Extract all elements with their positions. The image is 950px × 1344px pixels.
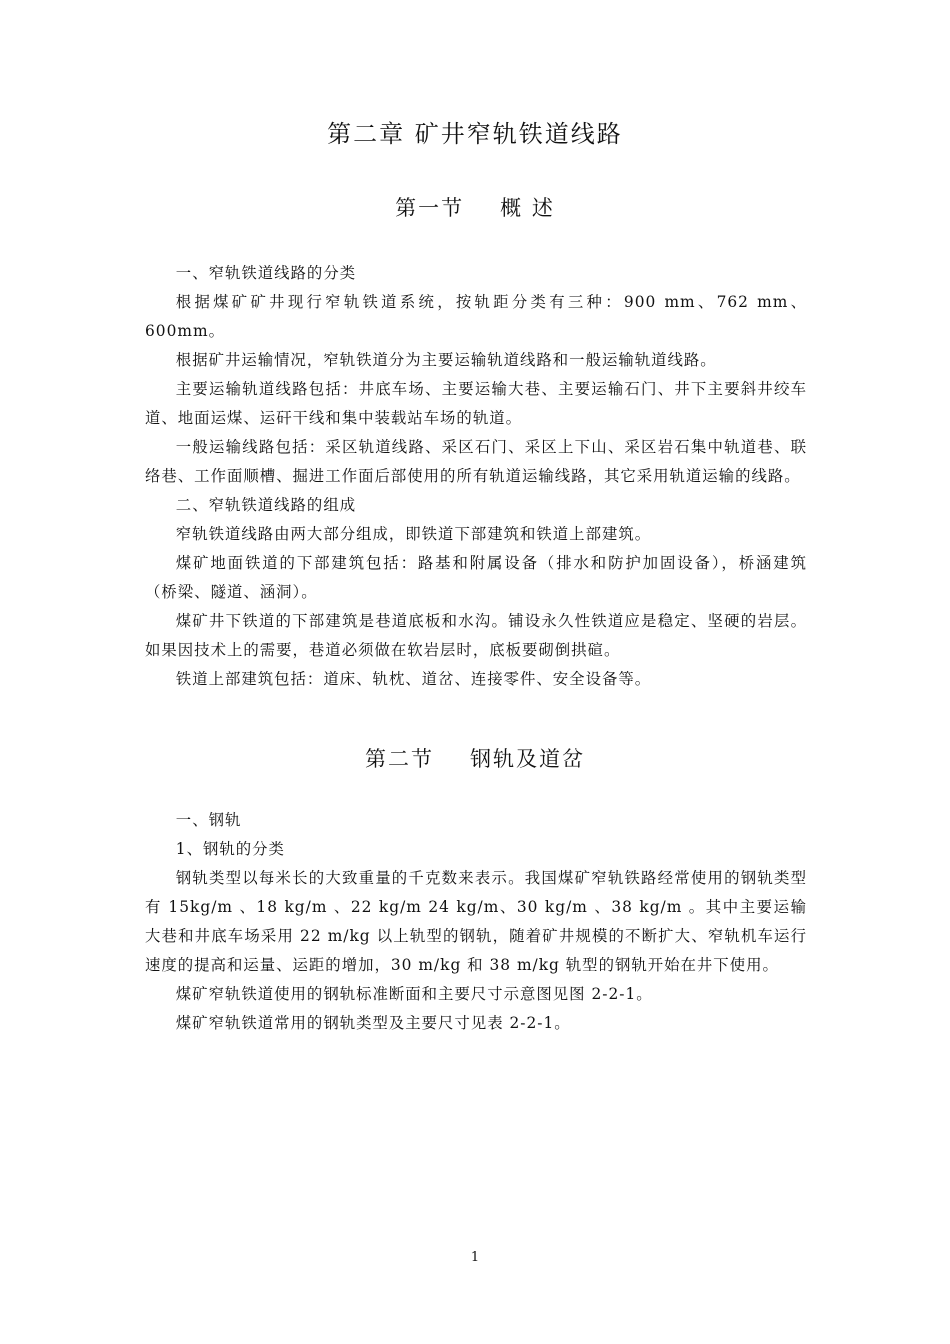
section-1-name: 概 述 bbox=[500, 196, 555, 220]
paragraph: 一般运输线路包括：采区轨道线路、采区石门、采区上下山、采区岩石集中轨道巷、联络巷、工作面顺槽、掘进工作面后部使用的所有轨道运输线路，其它采用轨道运输的线路。 bbox=[145, 438, 807, 485]
section-2-name: 钢轨及道岔 bbox=[470, 747, 585, 771]
paragraph: 钢轨类型以每米长的大致重量的千克数来表示。我国煤矿窄轨铁路经常使用的钢轨类型有 15kg/m 、18 kg/m 、22 kg/m 24 kg/m、30 kg/m 、38 kg/m 。其中主要运输大巷和井底车场采用 22 m/kg 以上轨型的钢轨，随着矿井规模的不断扩大、窄轨机车运行速度的提高和运量、运距的增加，30 m/kg 和 38 m/kg 轨型的钢轨开始在井下使用。 bbox=[145, 869, 807, 974]
section-2-number: 第二节 bbox=[365, 747, 434, 771]
subheading-rail-classification: 1、钢轨的分类 bbox=[175, 840, 285, 858]
section-2-title bbox=[0, 743, 950, 773]
section-1-body bbox=[145, 259, 807, 694]
paragraph: 煤矿井下铁道的下部建筑是巷道底板和水沟。铺设永久性铁道应是稳定、坚硬的岩层。如果因技术上的需要，巷道必须做在软岩层时，底板要砌倒拱碹。 bbox=[145, 612, 807, 659]
subheading-rail: 一、钢轨 bbox=[175, 811, 242, 829]
paragraph: 煤矿地面铁道的下部建筑包括：路基和附属设备（排水和防护加固设备），桥涵建筑（桥梁、隧道、涵洞）。 bbox=[145, 554, 807, 601]
chapter-title: 第二章 矿井窄轨铁道线路 bbox=[327, 120, 623, 148]
section-1-number: 第一节 bbox=[395, 196, 465, 220]
paragraph: 根据矿井运输情况，窄轨铁道分为主要运输轨道线路和一般运输轨道线路。 bbox=[175, 351, 717, 369]
paragraph: 煤矿窄轨铁道常用的钢轨类型及主要尺寸见表 2-2-1。 bbox=[175, 1014, 571, 1032]
section-2-body bbox=[145, 806, 807, 1038]
subheading-composition: 二、窄轨铁道线路的组成 bbox=[175, 496, 357, 514]
page-number: 1 bbox=[470, 1250, 480, 1265]
subheading-classification: 一、窄轨铁道线路的分类 bbox=[175, 264, 357, 282]
paragraph: 根据煤矿矿井现行窄轨铁道系统，按轨距分类有三种：900 mm、762 mm、600mm。 bbox=[145, 293, 807, 340]
paragraph: 铁道上部建筑包括：道床、轨枕、道岔、连接零件、安全设备等。 bbox=[175, 670, 652, 688]
paragraph: 窄轨铁道线路由两大部分组成，即铁道下部建筑和铁道上部建筑。 bbox=[175, 525, 652, 543]
paragraph: 煤矿窄轨铁道使用的钢轨标准断面和主要尺寸示意图见图 2-2-1。 bbox=[175, 985, 653, 1003]
section-1-title bbox=[0, 192, 950, 222]
paragraph: 主要运输轨道线路包括：井底车场、主要运输大巷、主要运输石门、井下主要斜井绞车道、地面运煤、运矸干线和集中装载站车场的轨道。 bbox=[145, 380, 807, 427]
